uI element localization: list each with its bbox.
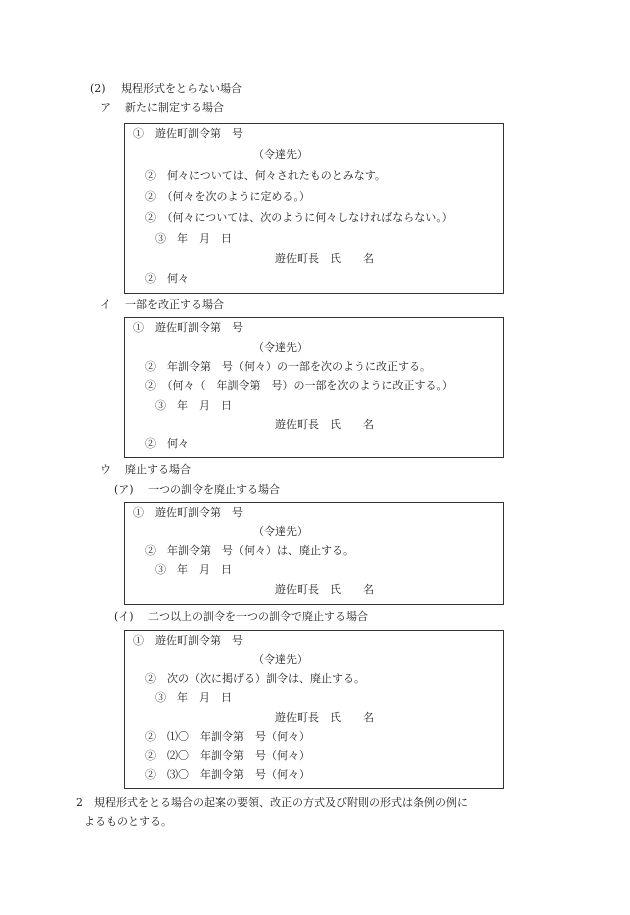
box-line: ③ 年 月 日: [155, 232, 232, 245]
box-line: ② 年訓令第 号（何々）の一部を次のように改正する。: [145, 360, 431, 373]
box-line: ① 遊佐町訓令第 号: [133, 506, 243, 519]
box-line: ② （何々については、次のように何々しなければならない。）: [145, 211, 453, 224]
template-box-repeal-multiple: [124, 630, 504, 789]
subsection-u-marker: ウ: [100, 463, 111, 476]
subsection-a-marker: ア: [100, 101, 111, 114]
box-line: ② ⑶〇 年訓令第 号（何々）: [145, 768, 310, 781]
subsection-u2-marker: (イ): [114, 610, 134, 623]
template-box-repeal-one: [124, 502, 504, 605]
subsection-i-title: 一部を改正する場合: [125, 298, 224, 311]
box-line: ① 遊佐町訓令第 号: [133, 634, 243, 647]
box-line: ③ 年 月 日: [155, 399, 232, 412]
box-line: （令達先）: [253, 341, 308, 354]
template-box-amend: [124, 317, 504, 458]
box-line: ② （何々（ 年訓令第 号）の一部を次のように改正する。）: [145, 379, 453, 392]
box-line: 遊佐町長 氏 名: [275, 711, 374, 724]
template-box-new: [124, 123, 504, 294]
box-line: ② ⑵〇 年訓令第 号（何々）: [145, 749, 310, 762]
box-line: ② 何々については、何々されたものとみなす。: [145, 169, 386, 182]
box-line: （令達先）: [253, 525, 308, 538]
section-number: (2): [90, 82, 106, 95]
box-line: （令達先）: [253, 653, 308, 666]
box-line: ② ⑴〇 年訓令第 号（何々）: [145, 730, 310, 743]
box-line: ② 何々: [145, 437, 189, 450]
paragraph-2-line-1: 2 規程形式をとる場合の起案の要領、改正の方式及び附則の形式は条例の例に: [76, 796, 468, 809]
paragraph-2-line-2: よるものとする。: [84, 815, 172, 828]
box-line: ② 次の（次に掲げる）訓令は、廃止する。: [145, 672, 365, 685]
subsection-i-marker: イ: [100, 298, 111, 311]
box-line: 遊佐町長 氏 名: [275, 583, 374, 596]
box-line: ② （何々を次のように定める。）: [145, 190, 310, 203]
box-line: ① 遊佐町訓令第 号: [133, 127, 243, 140]
subsection-u1-marker: (ア): [114, 483, 134, 496]
box-line: ③ 年 月 日: [155, 563, 232, 576]
subsection-a-title: 新たに制定する場合: [125, 101, 224, 114]
subsection-u2-title: 二つ以上の訓令を一つの訓令で廃止する場合: [148, 610, 368, 623]
box-line: ① 遊佐町訓令第 号: [133, 321, 243, 334]
box-line: 遊佐町長 氏 名: [275, 252, 374, 265]
box-line: ② 何々: [145, 272, 189, 285]
subsection-u-title: 廃止する場合: [125, 463, 191, 476]
subsection-u1-title: 一つの訓令を廃止する場合: [148, 483, 280, 496]
box-line: （令達先）: [253, 148, 308, 161]
box-line: ③ 年 月 日: [155, 691, 232, 704]
section-title: 規程形式をとらない場合: [121, 82, 242, 95]
box-line: ② 年訓令第 号（何々）は、廃止する。: [145, 544, 354, 557]
box-line: 遊佐町長 氏 名: [275, 418, 374, 431]
